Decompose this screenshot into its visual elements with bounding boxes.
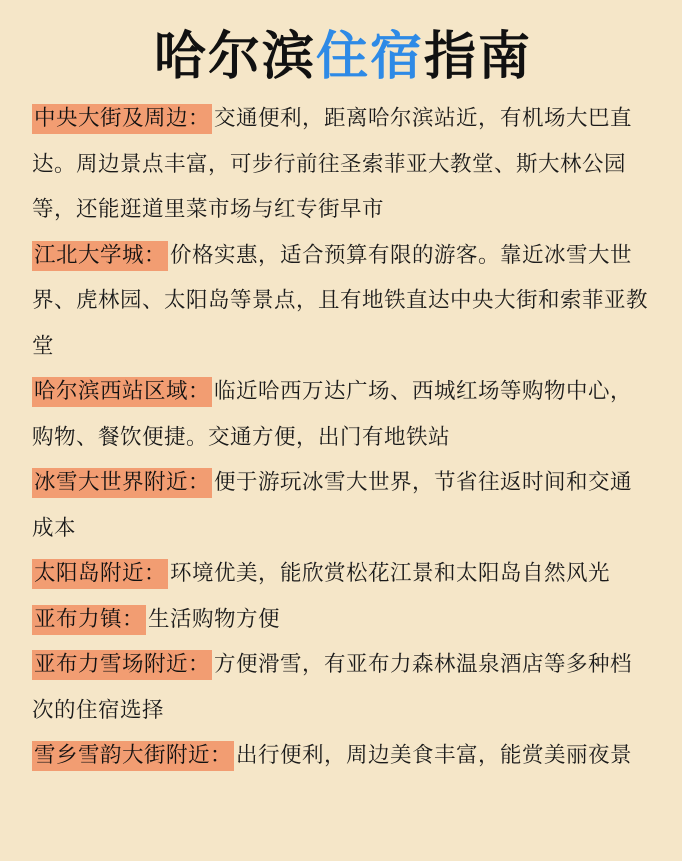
area-description: 方便滑雪，有亚布力森林温泉酒店等多种档次的住宿选择: [32, 652, 633, 723]
list-item: [32, 551, 654, 597]
area-description: 价格实惠，适合预算有限的游客。靠近冰雪大世界、虎林园、太阳岛等景点，且有地铁直达中央大街和索菲亚教堂: [32, 242, 649, 359]
list-item: [32, 642, 654, 733]
page-title: [32, 0, 654, 92]
area-description: 临近哈西万达广场、西城红场等购物中心，购物、餐饮便捷。交通方便，出门有地铁站: [32, 379, 633, 450]
area-label: 哈尔滨西站区域：: [32, 377, 212, 407]
area-list: [32, 96, 654, 779]
area-label: 雪乡雪韵大街附近：: [32, 741, 234, 771]
list-item: [32, 96, 654, 233]
area-label: 太阳岛附近：: [32, 559, 168, 589]
title-part-guide: 指南: [424, 27, 533, 87]
area-label: 中央大街及周边：: [32, 104, 212, 134]
list-item: [32, 460, 654, 551]
area-description: 出行便利，周边美食丰富，能赏美丽夜景: [236, 743, 633, 768]
list-item: [32, 597, 654, 643]
area-label: 冰雪大世界附近：: [32, 468, 212, 498]
area-label: 亚布力雪场附近：: [32, 650, 212, 680]
area-description: 交通便利，距离哈尔滨站近，有机场大巴直达。周边景点丰富，可步行前往圣索菲亚大教堂、斯大林公园等，还能逛道里菜市场与红专街早市: [32, 106, 633, 222]
list-item: [32, 733, 654, 779]
title-part-accent: 住宿: [315, 27, 424, 87]
area-description: 生活购物方便: [148, 606, 281, 632]
area-label: 亚布力镇：: [32, 605, 146, 635]
list-item: [32, 369, 654, 460]
title-part-city: 哈尔滨: [153, 27, 316, 87]
area-label: 江北大学城：: [32, 241, 168, 271]
area-description: 环境优美，能欣赏松花江景和太阳岛自然风光: [170, 561, 611, 586]
list-item: [32, 233, 654, 370]
area-description: 便于游玩冰雪大世界，节省往返时间和交通成本: [32, 470, 633, 541]
